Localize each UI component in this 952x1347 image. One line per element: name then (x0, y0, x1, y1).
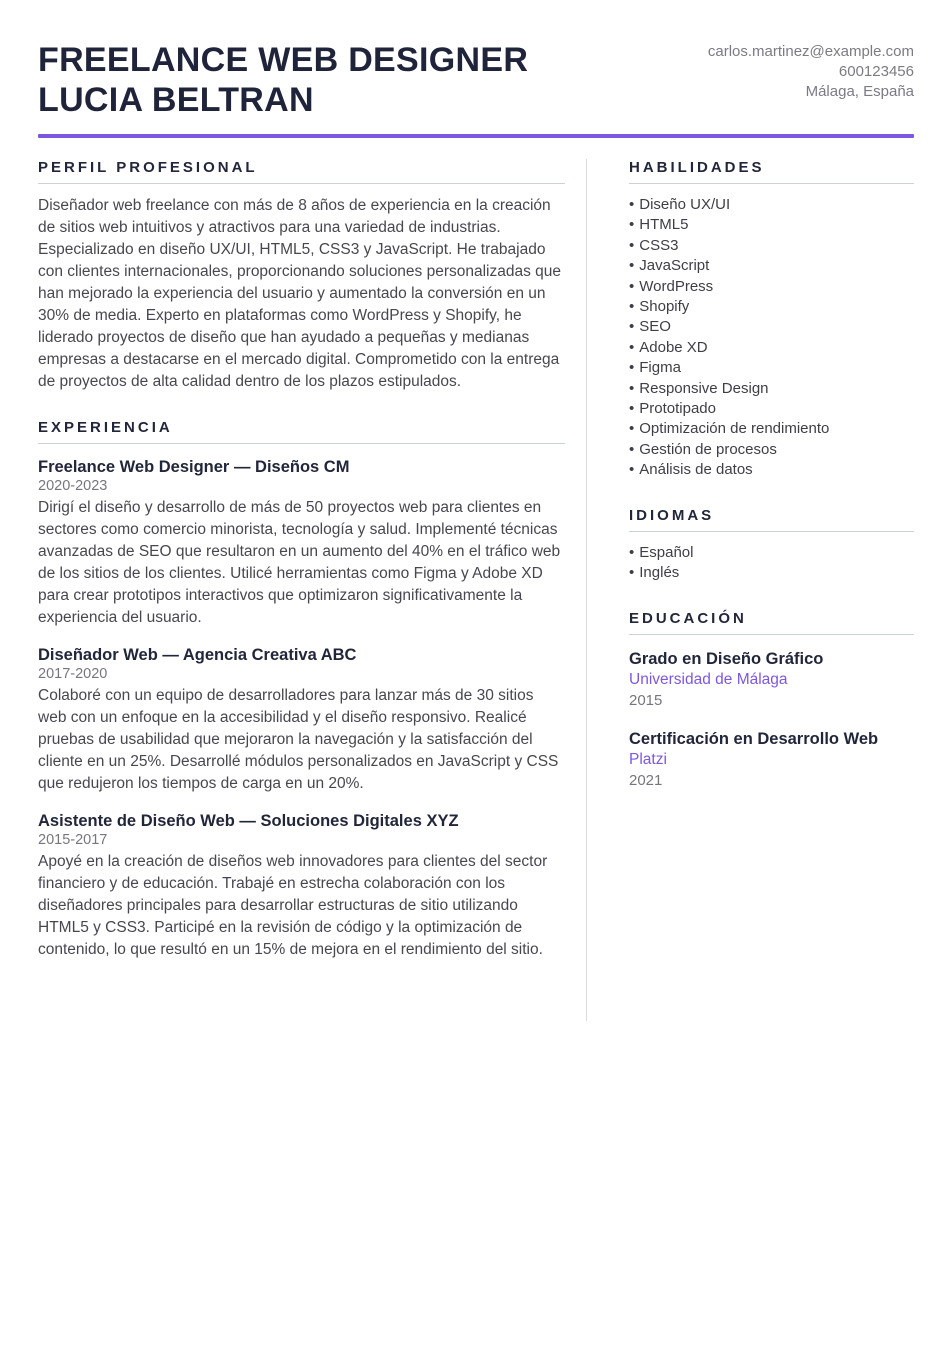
skill-item (629, 440, 914, 460)
profile-heading: PERFIL PROFESIONAL (38, 159, 565, 184)
section-languages (629, 507, 914, 584)
languages-heading: IDIOMAS (629, 507, 914, 532)
job-entry (38, 811, 565, 961)
skill-label: HTML5 (639, 216, 689, 234)
job-entry (38, 645, 565, 795)
skill-item (629, 358, 914, 378)
skill-label: Diseño UX/UI (639, 196, 731, 213)
skill-item (629, 317, 914, 337)
job-description: Apoyé en la creación de diseños web innovadores para clientes del sector financiero y de educación. Trabajé en estrecha colaboración con los diseñadores principales para desarrollar estructuras de sitio utilizando HTML5 y CSS3. Participé en la revisión de código y la optimización de contenido, lo que resultó en un 15% de mejora en el rendimiento del sitio. (38, 853, 548, 958)
bullet-icon: • (629, 440, 635, 458)
skill-label: Responsive Design (639, 379, 769, 397)
language-item (629, 543, 914, 563)
skill-item (629, 460, 914, 480)
job-description: Dirigí el diseño y desarrollo de más de 50 proyectos web para clientes en sectores como comercio minorista, tecnología y salud. Implementé técnicas avanzadas de SEO que resultaron en un aumento del 40% en el tráfico web de los sitios de los clientes. Utilicé herramientas como Figma y Adobe XD para crear prototipos interactivos que optimizaron significativamente la experiencia del usuario. (38, 499, 561, 626)
contact-info (708, 40, 914, 102)
title-role: FREELANCE WEB DESIGNER (38, 41, 529, 79)
skill-label: SEO (639, 318, 671, 336)
resume-header (38, 40, 914, 120)
education-entry (629, 729, 914, 791)
skill-label: Gestión de procesos (639, 440, 777, 458)
skill-item (629, 379, 914, 399)
section-experience (38, 419, 565, 961)
section-education (629, 610, 914, 791)
bullet-icon: • (629, 461, 635, 479)
education-heading: EDUCACIÓN (629, 610, 914, 635)
contact-phone: 600123456 (838, 63, 914, 80)
job-title: Diseñador Web — Agencia Creativa ABC (38, 646, 357, 664)
skills-heading: HABILIDADES (629, 159, 914, 184)
skill-label: Prototipado (639, 400, 716, 418)
skill-label: Adobe XD (639, 338, 708, 356)
content-columns (38, 159, 914, 1021)
language-label: Español (639, 543, 694, 561)
contact-email: carlos.martinez@example.com (707, 43, 914, 60)
education-year: 2021 (629, 771, 663, 789)
skill-item (629, 277, 914, 297)
skill-label: Figma (639, 359, 681, 377)
right-column (586, 159, 914, 1021)
bullet-icon: • (629, 338, 635, 356)
job-dates: 2015-2017 (38, 832, 108, 848)
job-dates: 2017-2020 (38, 666, 108, 682)
languages-list (629, 543, 914, 584)
skill-item (629, 236, 914, 256)
language-label: Inglés (639, 564, 680, 582)
bullet-icon: • (629, 564, 635, 582)
skill-item (629, 256, 914, 276)
bullet-icon: • (629, 359, 635, 377)
skill-label: JavaScript (639, 257, 710, 275)
skill-item (629, 195, 914, 215)
skill-label: CSS3 (639, 236, 679, 254)
job-title: Asistente de Diseño Web — Soluciones Digitales XYZ (38, 812, 459, 830)
education-school: Universidad de Málaga (629, 670, 788, 688)
contact-location: Málaga, España (805, 83, 914, 100)
skill-item (629, 297, 914, 317)
title-name: LUCIA BELTRAN (38, 81, 314, 119)
bullet-icon: • (629, 379, 635, 397)
accent-divider (38, 134, 914, 138)
profile-text: Diseñador web freelance con más de 8 años de experiencia en la creación de sitios web intuitivos y atractivos para una variedad de industrias. Especializado en diseño UX/UI, HTML5, CSS3 y JavaScript. He trabajado con clientes internacionales, proporcionando soluciones personalizadas que han mejorado la experiencia del usuario y aumentado la conversión en un 30% de media. Experto en plataformas como WordPress y Shopify, he liderado proyectos de diseño que han ayudado a pequeñas y medianas empresas a destacarse en el mercado digital. Comprometido con la entrega de proyectos de alta calidad dentro de los plazos estipulados. (38, 197, 562, 390)
job-description: Colaboré con un equipo de desarrolladores para lanzar más de 30 sitios web con un enfoque en la accesibilidad y el diseño responsivo. Realicé pruebas de usabilidad que mejoraron la navegación y la satisfacción del cliente en un 25%. Desarrollé módulos personalizados en JavaScript y CSS que redujeron los tiempos de carga en un 20%. (38, 687, 559, 792)
education-entry (629, 649, 914, 711)
job-title: Freelance Web Designer — Diseños CM (38, 458, 350, 476)
education-degree: Grado en Diseño Gráfico (629, 649, 824, 668)
section-profile (38, 159, 565, 393)
skill-label: Análisis de datos (639, 461, 753, 479)
skill-item (629, 419, 914, 439)
skill-item (629, 399, 914, 419)
bullet-icon: • (629, 298, 635, 316)
page-title (38, 40, 528, 120)
skill-label: WordPress (639, 277, 714, 295)
skill-item (629, 338, 914, 358)
education-degree: Certificación en Desarrollo Web (629, 729, 879, 748)
skill-label: Optimización de rendimiento (639, 420, 830, 438)
education-year: 2015 (629, 691, 663, 709)
experience-heading: EXPERIENCIA (38, 419, 565, 444)
skill-item (629, 215, 914, 235)
bullet-icon: • (629, 420, 635, 438)
bullet-icon: • (629, 400, 635, 418)
bullet-icon: • (629, 236, 635, 254)
language-item (629, 563, 914, 583)
job-dates: 2020-2023 (38, 478, 108, 494)
bullet-icon: • (629, 543, 635, 561)
education-school: Platzi (629, 750, 667, 768)
skills-list (629, 195, 914, 481)
section-skills (629, 159, 914, 481)
bullet-icon: • (629, 277, 635, 295)
bullet-icon: • (629, 257, 635, 275)
skill-label: Shopify (639, 298, 690, 316)
job-entry (38, 457, 565, 629)
bullet-icon: • (629, 318, 635, 336)
left-column (38, 159, 565, 1021)
bullet-icon: • (629, 216, 635, 234)
bullet-icon: • (629, 196, 635, 213)
